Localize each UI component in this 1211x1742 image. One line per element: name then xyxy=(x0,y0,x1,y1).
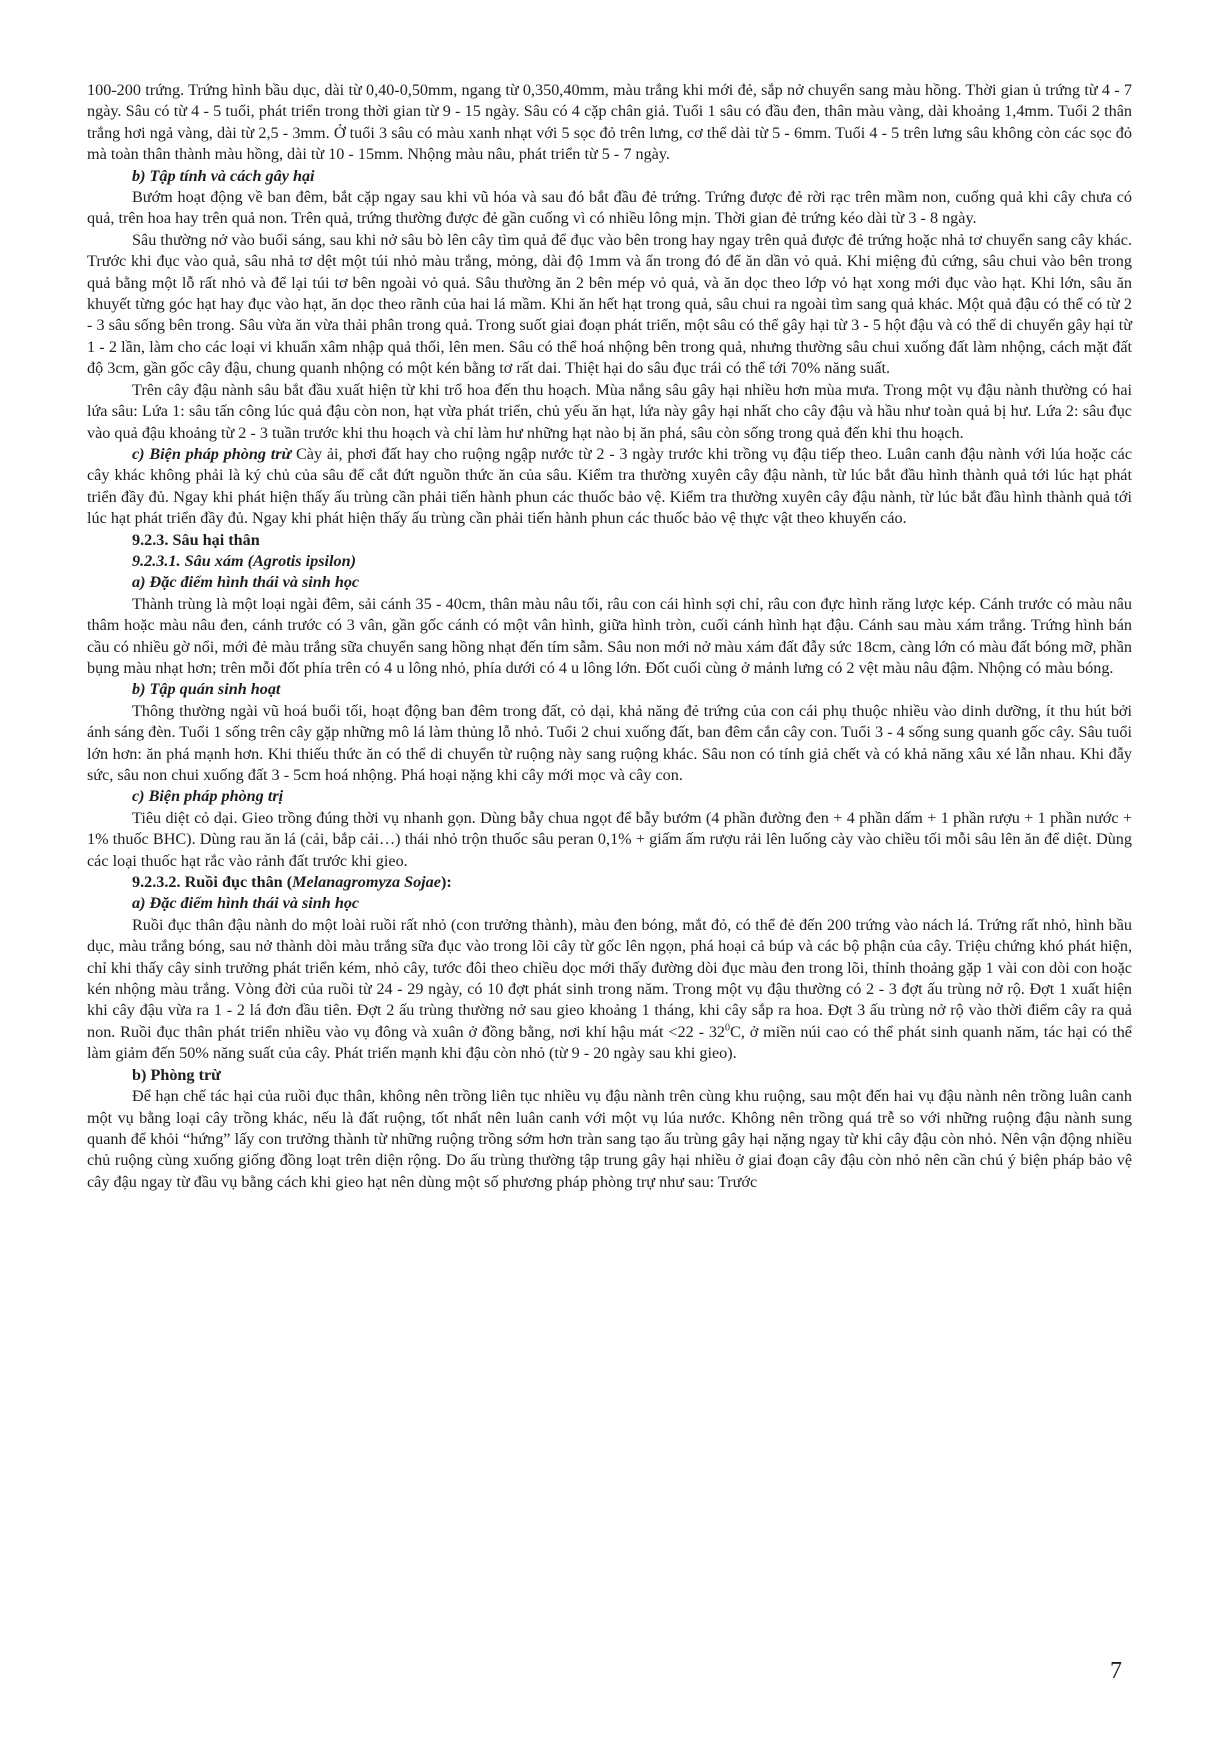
degree-superscript: 0 xyxy=(725,1022,731,1034)
paragraph-control-measures xyxy=(87,444,1132,530)
heading-cutworm: 9.2.3.1. Sâu xám (Agrotis ipsilon) xyxy=(132,551,356,570)
heading-cutworm-habits: b) Tập quán sinh hoạt xyxy=(132,680,281,699)
stem-fly-text-a: Ruồi đục thân đậu nành do một loài ruồi rất nhỏ (con trưởng thành), màu đen bóng, mắt đỏ, có thể đẻ đến 200 trứng vào nách lá. Trứng rất nhỏ, hình bầu dục, màu trắng bóng, sau nở thành dòi màu trắng sữa đục vào trong lõi cây từ gốc lên ngọn, phá hoại cả búp và các bộ phận của cây. Triệu chứng khó phát hiện, chỉ khi thấy cây sinh trưởng phát triển kém, nhỏ cây, tước đôi theo chiều dọc mới thấy đường dòi đục màu đen trong lõi, thỉnh thoảng gặp 1 vài con dòi con hoặc kén nhộng màu trắng. Vòng đời của ruồi từ 24 - 29 ngày, có 10 đợt phát sinh trong năm. Trong một vụ đậu thường có 2 - 3 đợt ấu trùng nở rộ. Đợt 1 xuất hiện khi cây đậu vừa ra 1 - 2 lá đơn đầu tiên. Đợt 2 ấu trùng thường nở sau gieo khoảng 1 tháng, khi cây sắp ra hoa. Đợt 3 ấu trùng nở rộ vào thời điểm cây ra quả non. Ruồi đục thân phát triển nhiều vào vụ đông và xuân ở đồng bằng, nơi khí hậu mát <22 - 32 xyxy=(87,915,1132,1041)
page-number: 7 xyxy=(1110,1658,1122,1684)
heading-cutworm-morphology: a) Đặc điểm hình thái và sinh học xyxy=(132,573,360,592)
paragraph-egg-larva: 100-200 trứng. Trứng hình bầu dục, dài từ 0,40-0,50mm, ngang từ 0,350,40mm, màu trắng khi mới đẻ, sắp nở chuyển sang màu hồng. Thời gian ủ trứng từ 4 - 7 ngày. Sâu có từ 4 - 5 tuổi, phát triển trong thời gian từ 9 - 15 ngày. Sâu có 4 cặp chân giả. Tuổi 1 sâu có đầu đen, thân màu vàng, dài khoảng 1,4mm. Tuổi 2 thân trắng hơi ngả vàng, dài từ 2,5 - 3mm. Ở tuổi 3 sâu có màu xanh nhạt với 5 sọc đỏ trên lưng, cơ thể dài từ 5 - 6mm. Tuổi 4 - 5 trên lưng sâu không còn các sọc đỏ mà toàn thân thành màu hồng, dài từ 10 - 15mm. Nhộng màu nâu, phát triển từ 5 - 7 ngày. xyxy=(87,81,1132,164)
paragraph-stem-fly-morphology xyxy=(87,915,1132,1065)
heading-stem-fly xyxy=(87,872,1132,893)
paragraph-moth-activity: Bướm hoạt động về ban đêm, bắt cặp ngay sau khi vũ hóa và sau đó bắt đầu đẻ trứng. Trứng được đẻ rời rạc trên mầm non, cuống quả khi cây chưa có quả, trên hoa hay trên quả non. Trên quả, trứng thường được đẻ gần cuống vì có nhiều lông mịn. Thời gian đẻ trứng kéo dài từ 3 - 8 ngày. xyxy=(87,188,1132,228)
paragraph-cutworm-habits: Thông thường ngài vũ hoá buổi tối, hoạt động ban đêm trong đất, cỏ dại, khả năng đẻ trứng của con cái phụ thuộc nhiều vào dinh dưỡng, ít thu hút bởi ánh sáng đèn. Tuổi 1 sống trên cây gặp những mô lá làm thủng lỗ nhỏ. Tuổi 2 chui xuống đất, ban đêm cắn cây con. Tuổi 3 - 4 sống sung quanh gốc cây. Sâu tuổi lớn hơn: ăn phá mạnh hơn. Khi thiếu thức ăn có thể di chuyển từ ruộng này sang ruộng khác. Sâu non có tính giả chết và có khả năng xâu xé lẫn nhau. Khi đẫy sức, sâu non chui xuống đất 3 - 5cm hoá nhộng. Phá hoại nặng khi cây mới mọc và cây con. xyxy=(87,701,1132,784)
stem-fly-heading-suffix: ): xyxy=(440,873,452,892)
heading-stem-fly-morphology: a) Đặc điểm hình thái và sinh học xyxy=(132,894,360,913)
paragraph-generations: Trên cây đậu nành sâu bắt đầu xuất hiện từ khi trổ hoa đến thu hoạch. Mùa nắng sâu gây hại nhiều hơn mùa mưa. Trong một vụ đậu nành thường có hai lứa sâu: Lứa 1: sâu tấn công lúc quả đậu còn non, hạt vừa phát triển, chủ yếu ăn hạt, lứa này gây hại nhất cho cây đậu và hầu như toàn quả bị hư. Lứa 2: sâu đục vào quả đậu khoảng từ 2 - 3 tuần trước khi thu hoạch và chỉ làm hư những hạt nào bị ăn phá, sâu còn sống trong quả đến khi thu hoạch. xyxy=(87,380,1132,442)
stem-fly-scientific-name: Melanagromyza Sojae xyxy=(292,873,441,892)
heading-stem-pests: 9.2.3. Sâu hại thân xyxy=(132,530,260,549)
control-measures-lead: c) Biện pháp phòng trừ xyxy=(132,444,292,463)
stem-fly-heading-prefix: 9.2.3.2. Ruồi đục thân ( xyxy=(132,873,293,892)
heading-stem-fly-control: b) Phòng trừ xyxy=(132,1065,221,1084)
heading-behavior-damage: b) Tập tính và cách gây hại xyxy=(132,166,315,185)
control-measures-text: Cày ải, phơi đất hay cho ruộng ngập nước từ 2 - 3 ngày trước khi trồng vụ đậu tiếp theo. Luân canh đậu nành với lúa hoặc các cây khác không phải là ký chủ của sâu để cắt đứt nguồn thức ăn của sâu. Kiểm tra thường xuyên cây đậu nành, từ lúc bắt đầu hình thành quả tới lúc hạt phát triển đầy đủ. Ngay khi phát hiện thấy ấu trùng cần phải tiến hành phun các thuốc bảo vệ. Kiểm tra thường xuyên cây đậu nành, từ lúc bắt đầu hình thành quả tới lúc hạt phát triển đầy đủ. Ngay khi phát hiện thấy ấu trùng cần phải tiến hành phun các thuốc bảo vệ thực vật theo khuyến cáo. xyxy=(87,444,1133,528)
paragraph-larva-feeding: Sâu thường nở vào buổi sáng, sau khi nở sâu bò lên cây tìm quả để đục vào bên trong hay ngay trên quả được đẻ trứng hoặc nhả tơ chuyển sang cây khác. Trước khi đục vào quả, sâu nhả tơ dệt một túi nhỏ màu trắng, mỏng, dài độ 1mm và ẩn trong đó để ăn dần vỏ quả. Khi miệng đủ cứng, sâu chui vào bên trong quả bằng một lỗ rất nhỏ và để lại túi tơ bên ngoài vỏ quả. Sâu thường ăn 2 bên mép vỏ quả, và ăn dọc theo lớp vỏ hạt xong mới đục vào hạt. Khi lớn, sâu ăn khuyết từng góc hạt hay đục vào hạt, ăn dọc theo rãnh của hai lá mầm. Khi ăn hết hạt trong quả, sâu chui ra ngoài tìm sang quả khác. Một quả đậu có thể có từ 2 - 3 sâu sống bên trong. Sâu vừa ăn vừa thải phân trong quả. Trong suốt giai đoạn phát triển, một sâu có thể gây hại từ 3 - 5 hột đậu và có thể di chuyển gây hại từ 1 - 2 lần, làm cho các loại vi khuẩn xâm nhập quả thối, lên men. Sâu có thể hoá nhộng bên trong quả, nhưng thường sâu chui xuống đất làm nhộng, cách mặt đất độ 3cm, gần gốc cây đậu, chung quanh nhộng có một kén bằng tơ rất dai. Thiệt hại do sâu đục trái có thể tới 70% năng suất. xyxy=(87,230,1132,378)
heading-cutworm-control: c) Biện pháp phòng trị xyxy=(132,787,284,806)
stem-fly-text-b: C, ở miền núi cao có thể phát sinh quanh năm, tác hại có thể làm giảm đến 50% năng suất của cây. Phát triển mạnh khi đậu còn nhỏ (từ 9 - 20 ngày sau khi gieo). xyxy=(87,1022,1132,1063)
paragraph-cutworm-control: Tiêu diệt cỏ dại. Gieo trồng đúng thời vụ nhanh gọn. Dùng bẫy chua ngọt để bẫy bướm (4 phần đường đen + 4 phần dấm + 1 phần rượu + 1 phần nước + 1% thuốc BHC). Dùng rau ăn lá (cải, bắp cải…) thái nhỏ trộn thuốc sâu peran 0,1% + giấm ấm rượu rải lên luống cày vào chiều tối mỗi sâu lên ăn để diệt. Dùng các loại thuốc hạt rắc vào rảnh đất trước khi gieo. xyxy=(87,808,1132,870)
paragraph-cutworm-morphology: Thành trùng là một loại ngài đêm, sải cánh 35 - 40cm, thân màu nâu tối, râu con cái hình sợi chỉ, râu con đực hình răng lược kép. Cánh trước có màu nâu thâm hoặc màu nâu đen, cánh trước có 3 vân, gần gốc cánh có một vân hình, giữa hình tròn, cuối cánh hình hạt đậu. Cánh sau màu xám trắng. Trứng hình bán cầu có nhiều gờ nổi, mới đẻ màu trắng sữa chuyển sang hồng nhạt đến tím sẫm. Sâu non mới nở màu xám đất đẫy sức 18cm, càng lớn có màu đất bóng mỡ, phần bụng màu nhạt hơn; trên mỗi đốt phía trên có 4 u lông nhỏ, phía dưới có 4 u lông lớn. Đốt cuối cùng ở mảnh lưng có 2 vệt màu nâu đậm. Nhộng có màu bóng. xyxy=(87,594,1132,677)
document-page xyxy=(87,80,1132,1193)
paragraph-stem-fly-control: Để hạn chế tác hại của ruồi đục thân, không nên trồng liên tục nhiều vụ đậu nành trên cùng khu ruộng, sau một đến hai vụ đậu nành nên trồng luân canh một vụ bằng loại cây trồng khác, nếu là đất ruộng, tốt nhất nên luân canh với một vụ lúa nước. Không nên trồng quá trễ so với những ruộng đậu nành sung quanh để khỏi “hứng” lấy con trưởng thành từ những ruộng trồng sớm hơn tràn sang tạo ấu trùng gây hại nặng ngay từ khi cây đậu còn nhỏ. Nên vận động nhiều chủ ruộng cùng xuống giống đồng loạt trên diện rộng. Do ấu trùng thường tập trung gây hại nhiều ở giai đoạn cây đậu còn nhỏ nên cần chú ý biện pháp bảo vệ cây đậu ngay từ đầu vụ bằng cách khi gieo hạt nên dùng một số phương pháp phòng trự như sau: Trước xyxy=(87,1087,1132,1191)
